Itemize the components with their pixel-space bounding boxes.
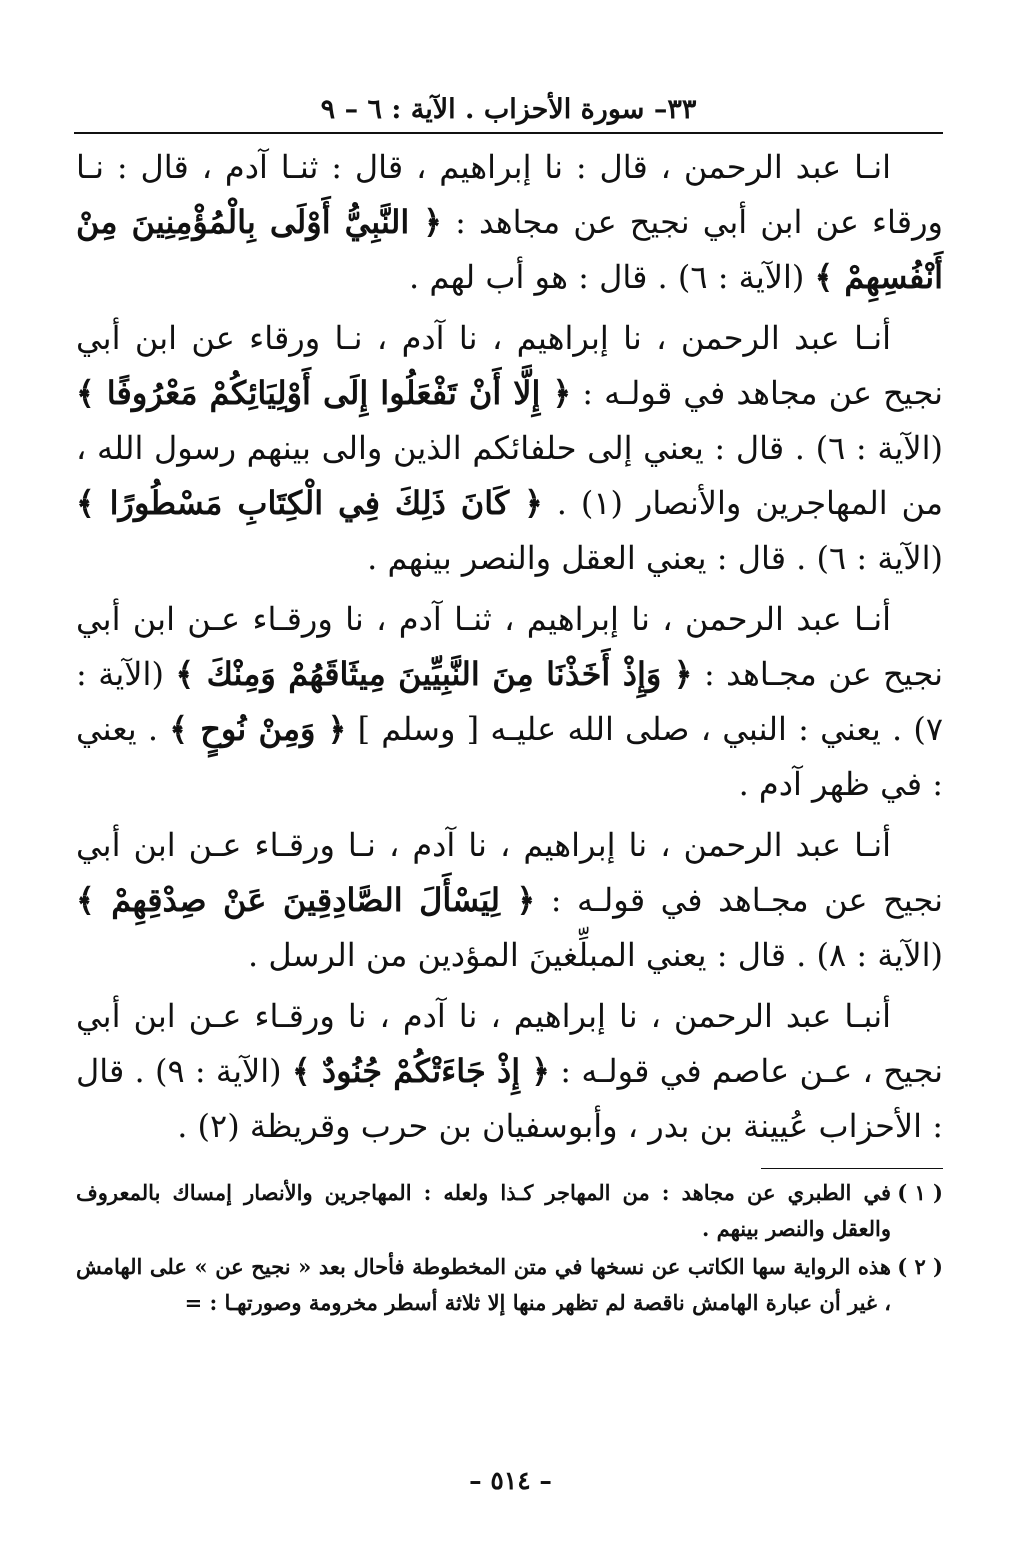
paragraph-2-quran: ﴿ إِلَّا أَنْ تَفْعَلُوا إِلَى أَوْلِيَائِكُمْ مَعْرُوفًا ﴾ [76,374,572,412]
paragraph-2 [76,311,943,586]
paragraph-2-text-after-2: (الآية : ٦) . قال : يعني العقل والنصر بينهم . [367,539,943,577]
paragraph-3-text: أنـا عبد الرحمن ، نا إبراهيم ، ثنـا آدم ، نا ورقـاء عـن ابن أبي نجيح عن مجـاهد : [76,600,944,693]
paragraph-5-text: أنبـا عبد الرحمن ، نا إبراهيم ، نا آدم ، نا ورقـاء عـن ابن أبي نجيح ، عـن عاصم في قولـه : [76,997,943,1090]
paragraph-3 [76,592,943,812]
paragraph-1-text-after: (الآية : ٦) . قال : هو أب لهم . [409,258,815,296]
footnotes [76,1175,943,1321]
footnote-1-text: في الطبري عن مجاهد : من المهاجر كـذا ولعله : المهاجرين والأنصار إمساك بالمعروف والعقل والنصر بينهم . [76,1180,891,1241]
footnote-1 [76,1175,943,1247]
paragraph-2-text-after: (الآية : ٦) . قال : يعني إلى حلفائكم الذين والى بينهم رسول الله ، من المهاجرين والأنصار (١) . [76,429,944,522]
paragraph-4 [76,818,943,983]
paragraph-3-text-after-2: . يعني : في ظهر آدم . [76,710,943,803]
paragraph-1 [76,140,943,305]
paragraph-5-quran: ﴿ إِذْ جَاءَتْكُمْ جُنُودٌ ﴾ [291,1052,551,1090]
paragraph-4-quran: ﴿ لِيَسْأَلَ الصَّادِقِينَ عَنْ صِدْقِهِمْ ﴾ [76,881,536,919]
footnote-2-number: ( ٢ ) [897,1254,943,1279]
footnote-divider [761,1168,943,1169]
running-head: ٣٣– سورة الأحزاب . الآية : ٦ – ٩ [74,92,943,134]
paragraph-3-quran-2: ﴿ وَمِنْ نُوحٍ ﴾ [169,710,347,748]
paragraph-3-text-after: (الآية : ٧) . يعني : النبي ، صلى الله عليـه [ وسلم ] [76,655,944,748]
footnote-1-number: ( ١ ) [897,1180,943,1205]
paragraph-2-text: أنـا عبد الرحمن ، نا إبراهيم ، نا آدم ، نـا ورقاء عن ابن أبي نجيح عن مجاهد في قولـه : [76,319,943,412]
paragraph-5-text-after: (الآية : ٩) . قال : الأحزاب عُيينة بن بدر ، وأبوسفيان بن حرب وقريظة (٢) . [76,1052,943,1145]
paragraph-2-quran-2: ﴿ كَانَ ذَلِكَ فِي الْكِتَابِ مَسْطُورًا ﴾ [76,484,543,522]
paragraph-1-quran: ﴿ النَّبِيُّ أَوْلَى بِالْمُؤْمِنِينَ مِنْ أَنْفُسِهِمْ ﴾ [76,203,943,296]
footnote-2-text: هذه الرواية سها الكاتب عن نسخها في متن المخطوطة فأحال بعد « نجيح عن » على الهامش ، غير أن عبارة الهامش ناقصة لم تظهر منها إلا ثلاثة أسطر مخرومة وصورتهـا : = [76,1254,891,1315]
main-text [76,140,943,1154]
page-number: – ٥١٤ – [469,1466,552,1495]
paragraph-1-text: انـا عبد الرحمن ، قال : نا إبراهيم ، قال : ثنـا آدم ، قال : نـا ورقاء عن ابن أبي نجيح عن مجاهد : [76,148,944,241]
footnote-2 [76,1249,943,1321]
paragraph-4-text-after: (الآية : ٨) . قال : يعني المبلِّغينَ المؤدين من الرسل . [248,936,943,974]
paragraph-5 [76,989,943,1154]
paragraph-4-text: أنـا عبد الرحمن ، نا إبراهيم ، نا آدم ، نـا ورقـاء عـن ابن أبي نجيح عن مجـاهد في قولـه : [76,826,944,919]
paragraph-3-quran: ﴿ وَإِذْ أَخَذْنَا مِنَ النَّبِيِّينَ مِيثَاقَهُمْ وَمِنْكَ ﴾ [175,655,693,693]
